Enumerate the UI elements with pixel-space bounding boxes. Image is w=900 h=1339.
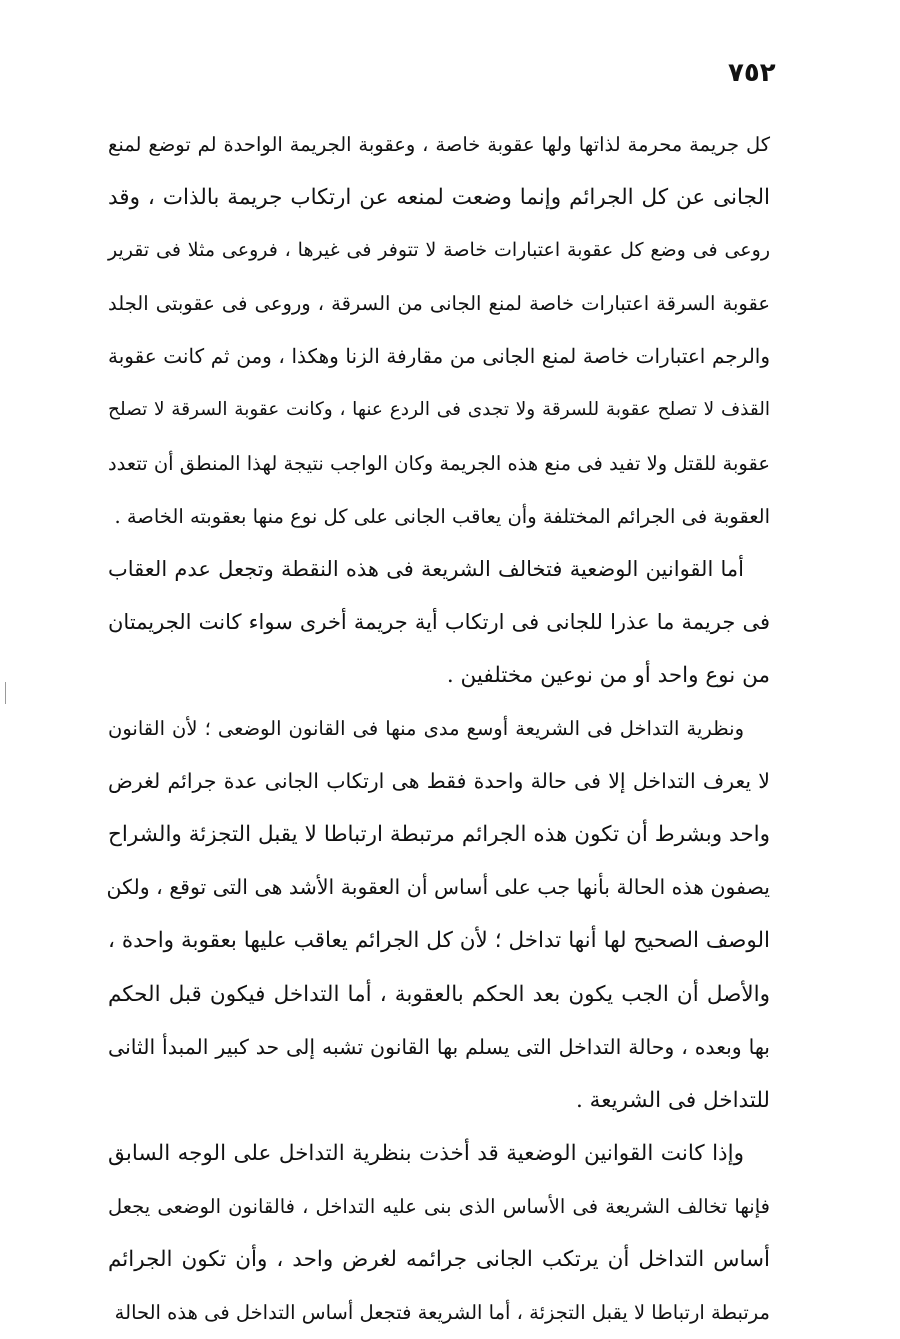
text-line: فإنها تخالف الشريعة فى الأساس الذى بنى عليه التداخل ، فالقانون الوضعى يجعل xyxy=(108,1194,770,1218)
page-number: ٧٥٢ xyxy=(728,58,776,88)
text-line: عقوبة السرقة اعتبارات خاصة لمنع الجانى من السرقة ، وروعى فى عقوبتى الجلد xyxy=(108,292,770,316)
text-line: كل جريمة محرمة لذاتها ولها عقوبة خاصة ، وعقوبة الجريمة الواحدة لم توضع لمنع xyxy=(108,133,770,156)
text-line: وإذا كانت القوانين الوضعية قد أخذت بنظرية التداخل على الوجه السابق xyxy=(108,1140,744,1166)
text-line: بها وبعده ، وحالة التداخل التى يسلم بها القانون تشبه إلى حد كبير المبدأ الثانى xyxy=(108,1034,770,1059)
text-line: روعى فى وضع كل عقوبة اعتبارات خاصة لا تتوفر فى غيرها ، فروعى مثلا فى تقرير xyxy=(108,239,770,262)
text-line: يصفون هذه الحالة بأنها جب على أساس أن العقوبة الأشد هى التى توقع ، ولكن xyxy=(106,875,770,900)
text-line: مرتبطة ارتباطا لا يقبل التجزئة ، أما الشريعة فتجعل أساس التداخل فى هذه الحالة xyxy=(114,1301,770,1325)
text-line: أما القوانين الوضعية فتخالف الشريعة فى هذه النقطة وتجعل عدم العقاب xyxy=(108,556,744,581)
text-line: عقوبة للقتل ولا تفيد فى منع هذه الجريمة وكان الواجب نتيجة لهذا المنطق أن تتعدد xyxy=(108,451,770,475)
margin-mark xyxy=(5,682,6,704)
text-line: فى جريمة ما عذرا للجانى فى ارتكاب أية جريمة أخرى سواء كانت الجريمتان xyxy=(108,609,770,634)
text-line: والأصل أن الجب يكون بعد الحكم بالعقوبة ، أما التداخل فيكون قبل الحكم xyxy=(108,981,770,1007)
text-line: القذف لا تصلح عقوبة للسرقة ولا تجدى فى الردع عنها ، وكانت عقوبة السرقة لا تصلح xyxy=(108,399,770,421)
text-line: لا يعرف التداخل إلا فى حالة واحدة فقط هى ارتكاب الجانى عدة جرائم لغرض xyxy=(108,769,770,794)
text-line: واحد وبشرط أن تكون هذه الجرائم مرتبطة ارتباطا لا يقبل التجزئة والشراح xyxy=(108,822,770,848)
text-line: ونظرية التداخل فى الشريعة أوسع مدى منها فى القانون الوضعى ؛ لأن القانون xyxy=(108,717,744,741)
text-line: أساس التداخل أن يرتكب الجانى جرائمه لغرض واحد ، وأن تكون الجرائم xyxy=(108,1246,770,1272)
text-line: للتداخل فى الشريعة . xyxy=(576,1087,770,1113)
text-line: والرجم اعتبارات خاصة لمنع الجانى من مقارفة الزنا وهكذا ، ومن ثم كانت عقوبة xyxy=(108,344,770,369)
text-line: العقوبة فى الجرائم المختلفة وأن يعاقب الجانى على كل نوع منها بعقوبته الخاصة . xyxy=(114,504,770,528)
text-line: الجانى عن كل الجرائم وإنما وضعت لمنعه عن ارتكاب جريمة بالذات ، وقد xyxy=(108,185,770,211)
body-text xyxy=(108,118,770,1339)
text-line: من نوع واحد أو من نوعين مختلفين . xyxy=(446,662,770,688)
text-line: الوصف الصحيح لها أنها تداخل ؛ لأن كل الجرائم يعاقب عليها بعقوبة واحدة ، xyxy=(108,928,770,954)
